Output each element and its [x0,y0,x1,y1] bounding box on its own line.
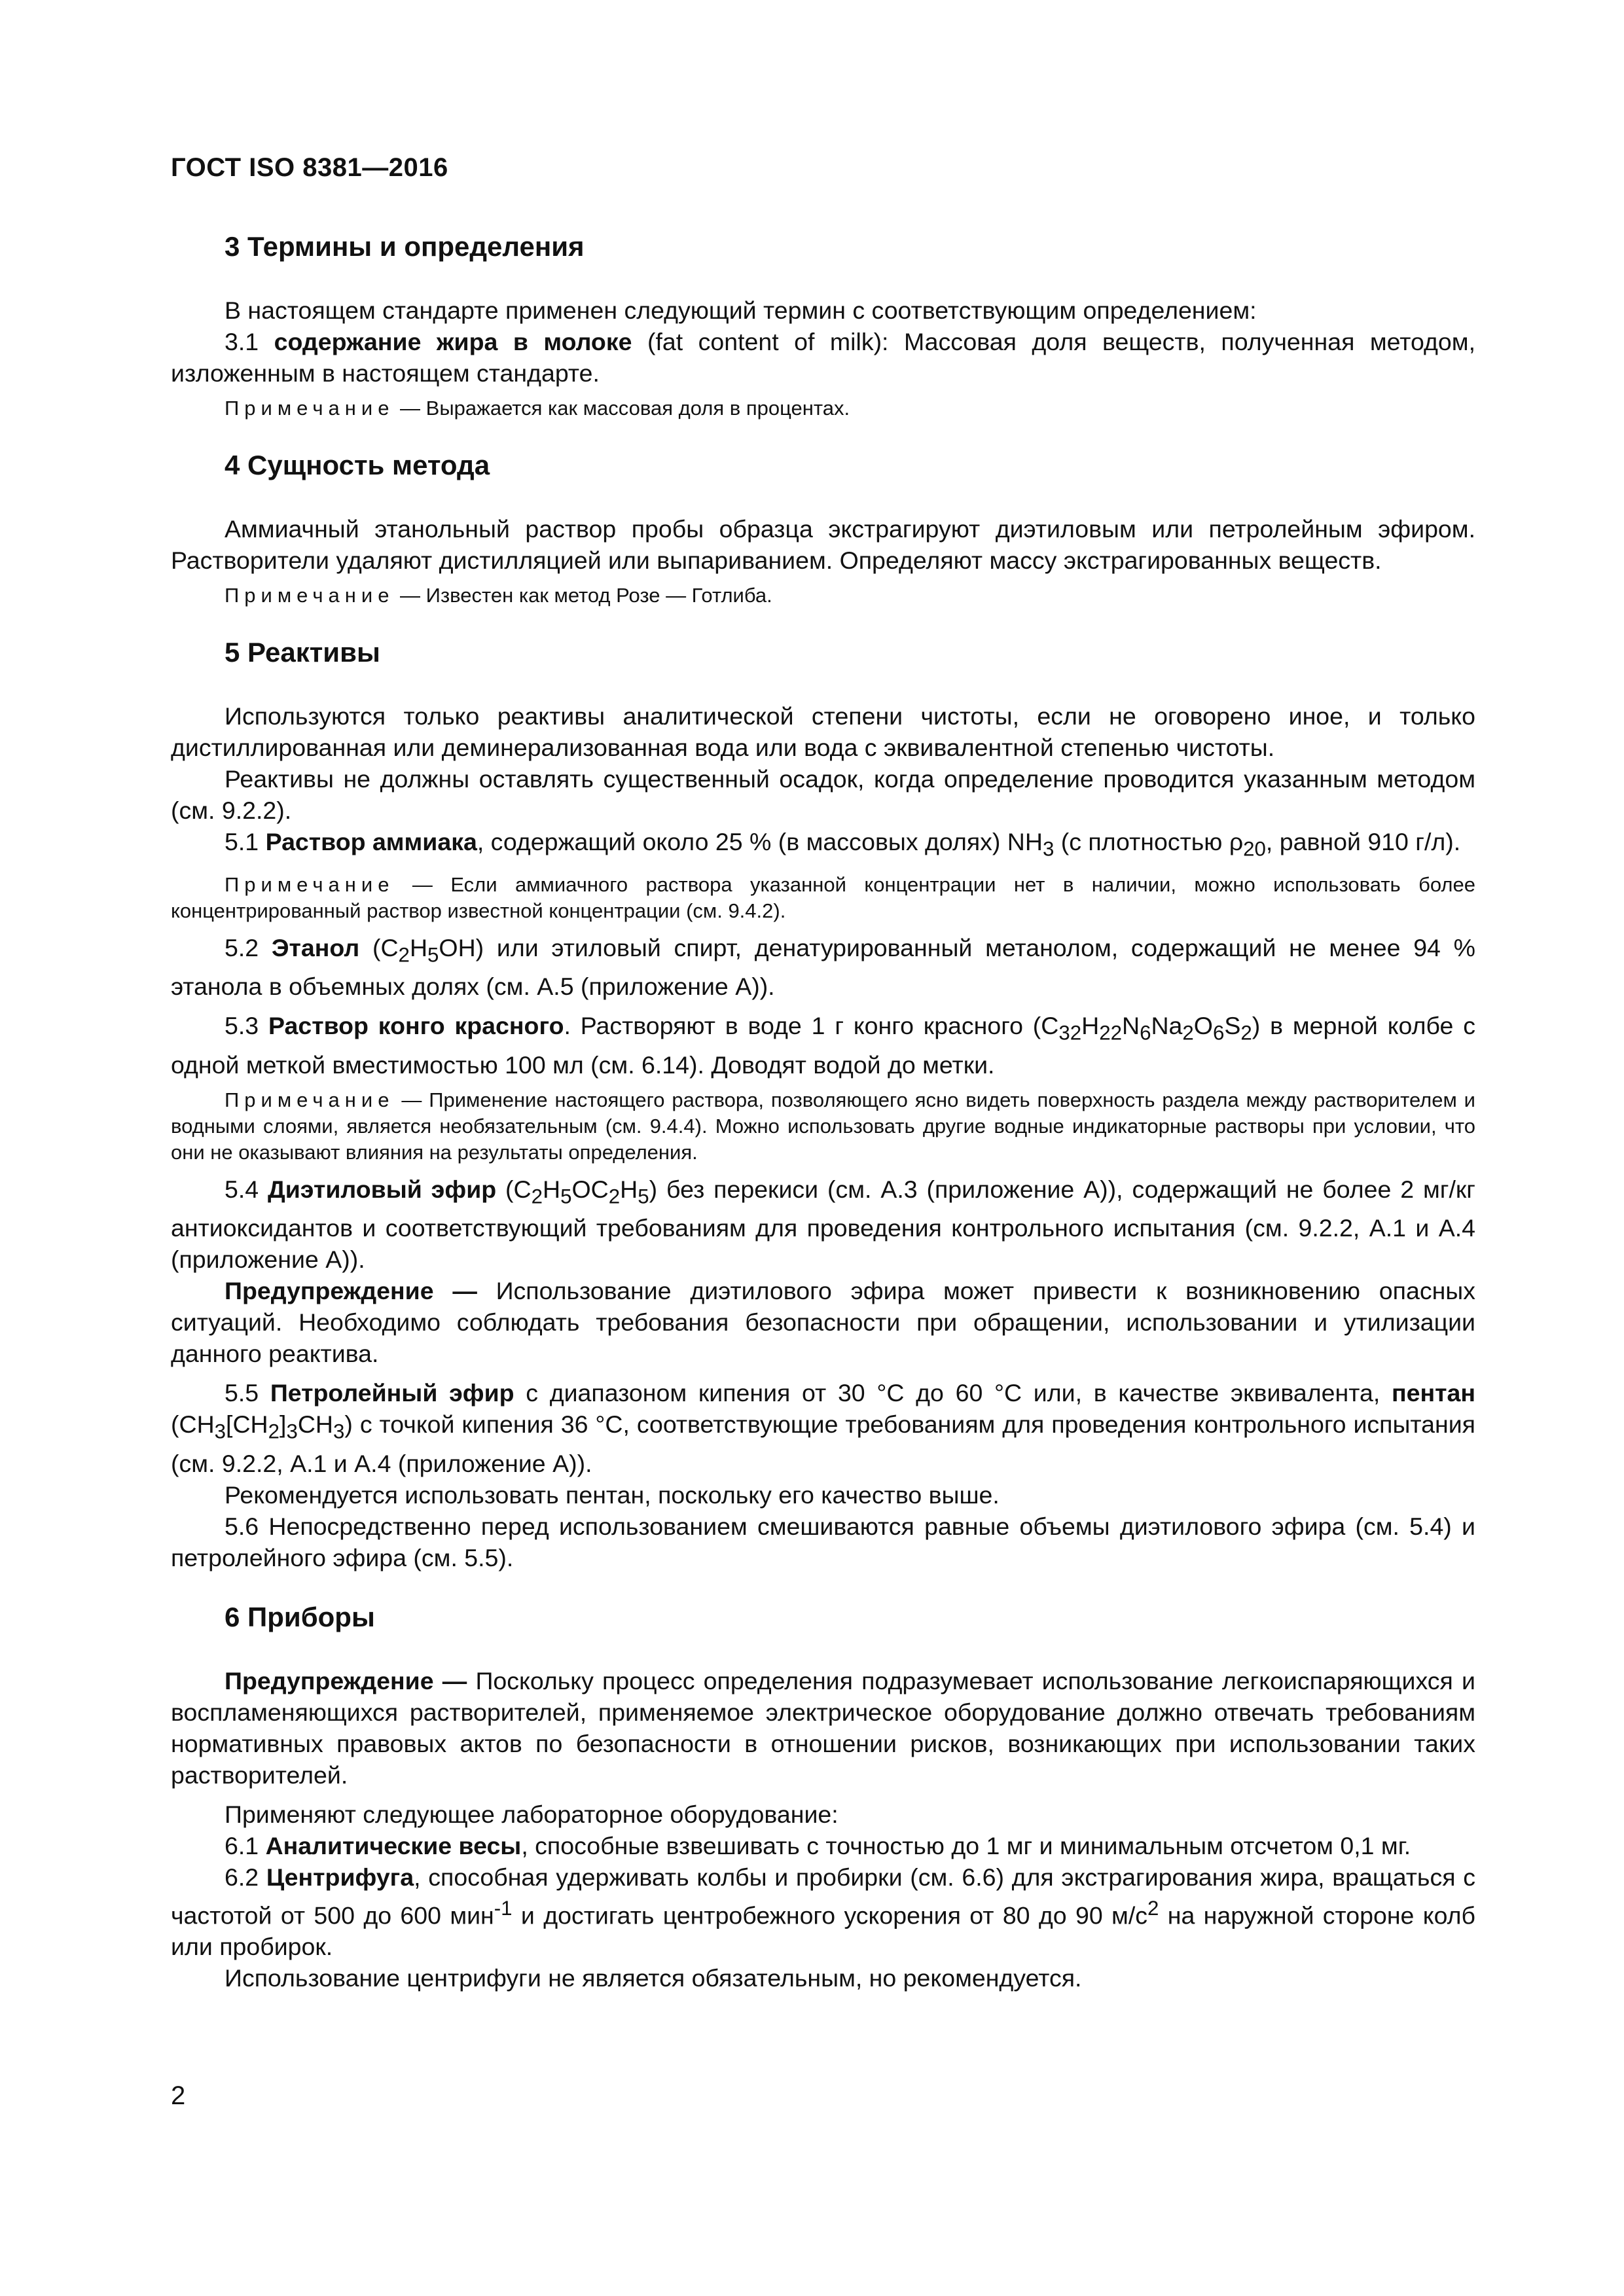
subscript: 6 [1140,1021,1151,1045]
clause-number: 6.1 [225,1831,266,1859]
text: S [1224,1012,1241,1039]
note [171,872,1475,924]
warning-text: Использование диэтилового эфира может привести к возникновению опасных ситуаций. Необходимо соблюдать требования безопасности при обращении, использовании и утилизации данного реактива. [171,1277,1475,1367]
clause-5-6: 5.6 Непосредственно перед использованием смешиваются равные объемы диэтилового эфира (см. 5.4) и петролейного эфира (см. 5.5). [171,1512,1475,1571]
section-6 [171,1600,1475,1994]
reagent-name: пентан [1391,1379,1475,1407]
subscript: 2 [1240,1021,1252,1045]
clause-number: 5.2 [225,933,272,961]
text: , способная удерживать колбы и пробирки (см. 6.6) для экстрагирования жира, вращаться с частотой от 500 до 600 мин [171,1863,1475,1929]
section-5 [171,635,1475,1573]
section-3-title: 3 Термины и определения [225,231,585,262]
warning-text: Поскольку процесс определения подразумевает использование легкоиспаряющихся и воспламеняющихся растворителей, применяемое электрическое оборудование должно отвечать требованиям нормативных правовых актов по безопасности в отношении рисков, возникающих при использовании таких растворителей. [171,1666,1475,1789]
term-name: содержание жира в молоке [274,328,632,355]
text: и достигать центробежного ускорения от 80 до 90 м/с [512,1901,1147,1929]
term-definition: (fat content of milk): Массовая доля веществ, полученная методом, изложенным в настоящем стандарте. [171,328,1475,387]
paragraph: Рекомендуется использовать пентан, поскольку его качество выше. [225,1480,1000,1509]
section-4-title: 4 Сущность метода [225,450,490,480]
reagent-name: Этанол [271,933,360,961]
note-label: Примечание [225,397,395,420]
text: H [620,1175,638,1203]
section-3 [171,229,1475,422]
text: H [409,933,428,961]
paragraph: Применяют следующее лабораторное оборудование: [225,1800,839,1828]
clause-number: 5.1 [225,828,266,855]
text: , способные взвешивать с точностью до 1 мг и минимальным отсчетом 0,1 мг. [521,1831,1411,1859]
clause-number: 5.3 [225,1012,268,1039]
note-text: — Применение настоящего раствора, позволяющего ясно видеть поверхность раздела между растворителем и водными слоями, является необязательным (см. 9.4.4). Можно использовать другие водные индикаторные растворы при условии, что они не оказывают влияния на результаты определения. [171,1088,1475,1164]
subscript: 3 [1042,837,1055,861]
text: [CH [226,1410,268,1438]
superscript: -1 [494,1896,513,1920]
subscript: 3 [333,1420,345,1443]
text: , равной 910 г/л). [1265,828,1461,855]
section-6-title: 6 Приборы [225,1601,375,1632]
text: CH [297,1410,334,1438]
text: (C [359,933,399,961]
text: ] [280,1410,287,1438]
note [171,395,1475,422]
subscript: 32 [1058,1021,1082,1045]
text: OC [571,1175,609,1203]
paragraph: Аммиачный этанольный раствор пробы образца экстрагируют диэтиловым или петролейным эфиром. Растворители удаляют дистилляцией или выпариванием. Определяют массу экстрагированных веществ. [171,515,1475,574]
clause-6-1 [171,1830,1475,1861]
text: N [1121,1012,1140,1039]
subscript: 2 [1182,1021,1194,1045]
subscript: 2 [268,1420,280,1443]
subscript: 20 [1243,837,1266,861]
reagent-name: Раствор конго красного [268,1012,564,1039]
clause-5-1 [171,826,1475,865]
text: (C [496,1175,532,1203]
term-3-1 [171,326,1475,389]
warning [171,1665,1475,1791]
warning [171,1275,1475,1369]
subscript: 2 [531,1185,543,1208]
reagent-name: Диэтиловый эфир [268,1175,497,1203]
text: с диапазоном кипения от 30 °С до 60 °С или, в качестве эквивалента, [514,1379,1392,1407]
text: , содержащий около 25 % (в массовых долях) NH [477,828,1043,855]
note-text: — Выражается как массовая доля в процентах. [394,397,850,420]
subscript: 6 [1212,1021,1225,1045]
subscript: 5 [427,943,439,966]
text: (CH [171,1410,215,1438]
clause-5-5 [171,1377,1475,1479]
clause-number: 5.4 [225,1175,268,1203]
text: . Растворяют в воде 1 г конго красного (C [564,1012,1059,1039]
text: H [543,1175,561,1203]
page-number: 2 [171,2081,186,2110]
clause-5-3 [171,1010,1475,1081]
text: на наружной стороне колб или пробирок. [171,1901,1475,1960]
text: O [1193,1012,1213,1039]
note-text: — Известен как метод Розе — Готлиба. [394,584,772,607]
warning-label: Предупреждение — [225,1666,467,1695]
subscript: 3 [214,1420,226,1443]
text: ) в мерной колбе с одной меткой вместимостью 100 мл (см. 6.14). Доводят водой до метки. [171,1012,1475,1079]
section-5-title: 5 Реактивы [225,637,380,668]
note-label: Примечание [225,584,395,607]
text: (с плотностью ρ [1054,828,1244,855]
subscript: 5 [560,1185,572,1208]
text: Na [1151,1012,1183,1039]
device-name: Аналитические весы [265,1831,522,1859]
clause-number: 3.1 [225,328,274,355]
device-name: Центрифуга [266,1863,414,1891]
document-header: ГОСТ ISO 8381—2016 [171,153,448,182]
text: H [1081,1012,1100,1039]
note-label: Примечание [225,872,395,896]
note-label: Примечание [225,1088,395,1111]
subscript: 22 [1099,1021,1122,1045]
clause-5-2 [171,932,1475,1003]
paragraph: Используются только реактивы аналитической степени чистоты, если не оговорено иное, и только дистиллированная или деминерализованная вода или вода с эквивалентной степенью чистоты. [171,702,1475,761]
note-text: — Если аммиачного раствора указанной концентрации нет в наличии, можно использовать более концентрированный раствор известной концентрации (см. 9.4.2). [171,872,1475,922]
text: OH) или этиловый спирт, денатурированный метанолом, содержащий не менее 94 % этанола в объемных долях (см. А.5 (приложение А)). [171,933,1475,1000]
note [171,583,1475,609]
text: ) без перекиси (см. А.3 (приложение А)), содержащий не более 2 мг/кг антиоксидантов и соответствующий требованиям для проведения контрольного испытания (см. 9.2.2, А.1 и А.4 (приложение А)). [171,1175,1475,1273]
superscript: 2 [1147,1896,1159,1920]
section-4 [171,448,1475,609]
note [171,1087,1475,1166]
paragraph: В настоящем стандарте применен следующий термин с соответствующим определением: [225,296,1257,324]
paragraph: Реактивы не должны оставлять существенный осадок, когда определение проводится указанным методом (см. 9.2.2). [171,765,1475,824]
document-body [171,229,1475,2020]
paragraph: Использование центрифуги не является обязательным, но рекомендуется. [225,1964,1082,1992]
reagent-name: Раствор аммиака [265,828,477,855]
clause-6-2 [171,1861,1475,1963]
clause-5-4 [171,1174,1475,1276]
subscript: 2 [398,943,410,966]
reagent-name: Петролейный эфир [270,1379,514,1407]
text: ) с точкой кипения 36 °С, соответствующие требованиям для проведения контрольного испытания (см. 9.2.2, А.1 и А.4 (приложение А)). [171,1410,1475,1477]
warning-label: Предупреждение — [225,1277,477,1304]
clause-number: 6.2 [225,1863,266,1891]
subscript: 2 [608,1185,621,1208]
clause-number: 5.5 [225,1379,270,1407]
subscript: 3 [286,1420,298,1443]
subscript: 5 [638,1185,649,1208]
